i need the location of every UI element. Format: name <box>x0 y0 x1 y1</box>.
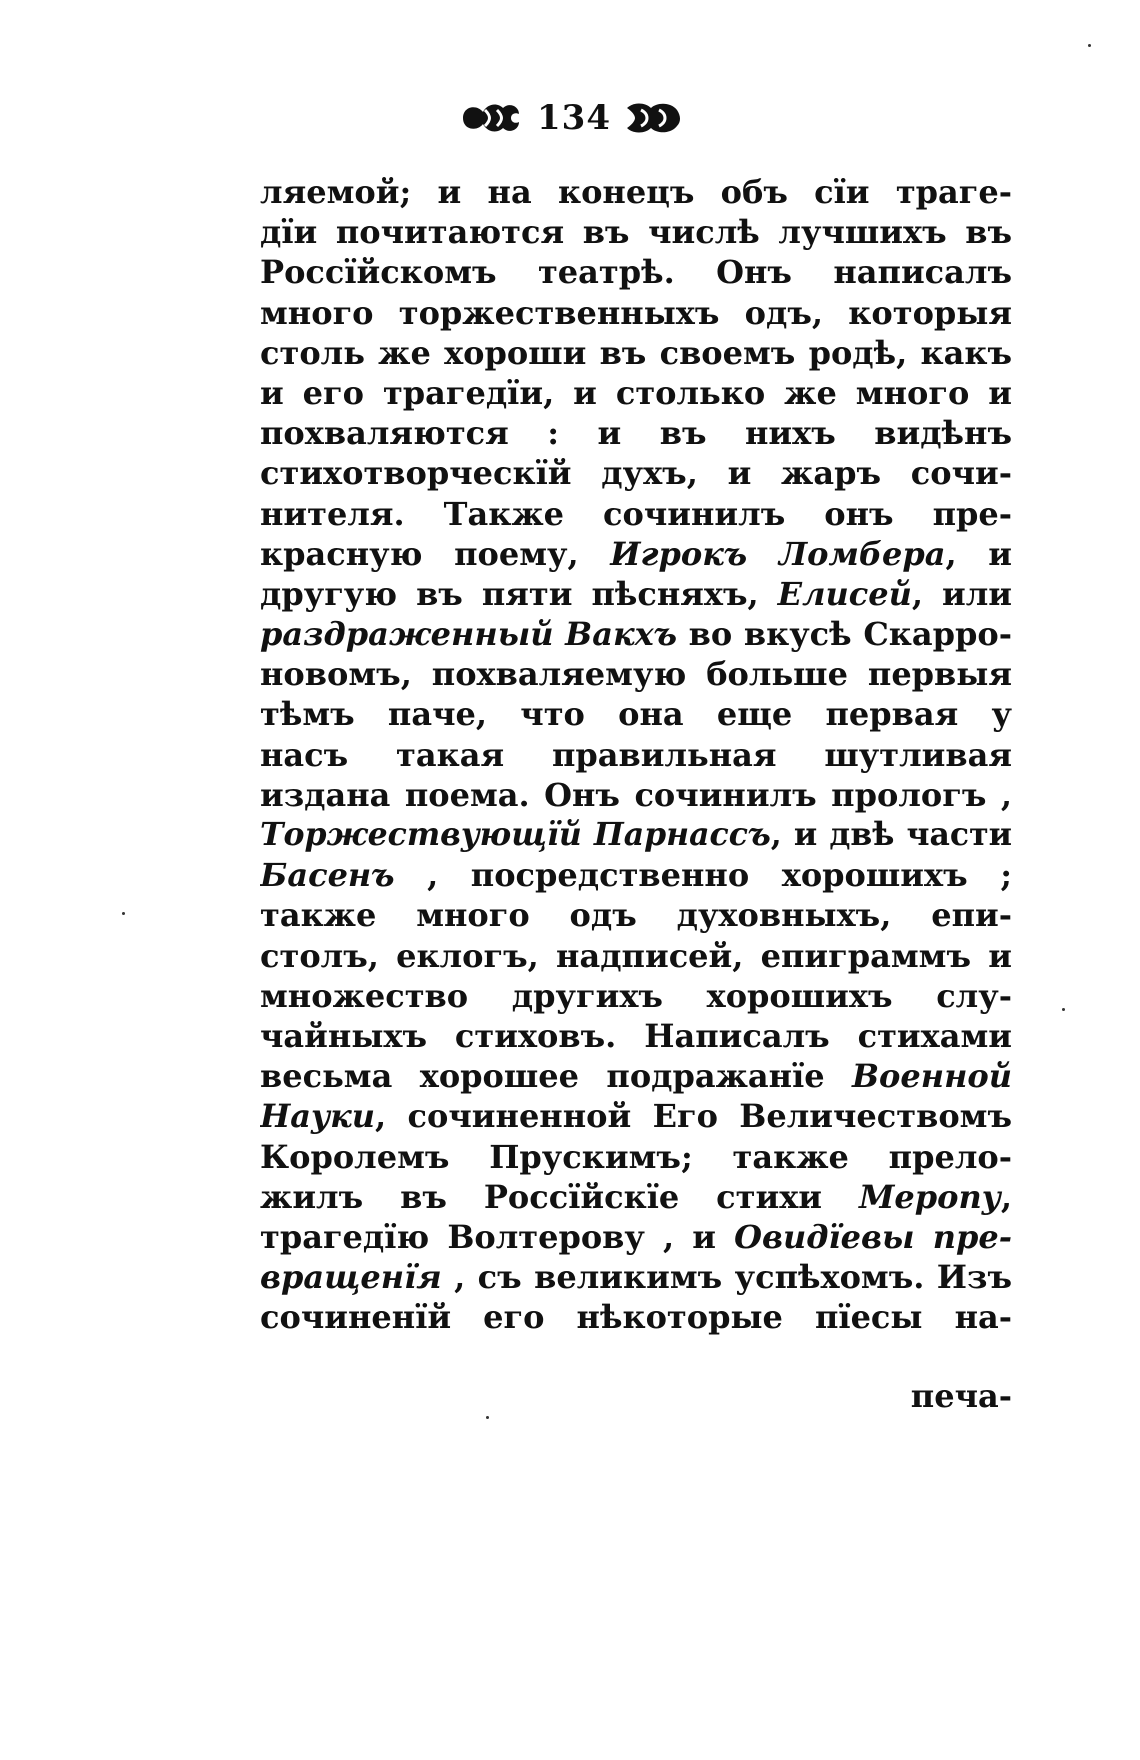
text-segment: также много одъ духовныхъ, епи- <box>260 896 1012 935</box>
text-line <box>260 1096 1012 1136</box>
italic-title-text: Овидїевы пре- <box>734 1217 1012 1256</box>
text-segment: Россїйскомъ театрѣ. Онъ написалъ <box>260 253 1012 292</box>
right-ornament-icon <box>623 98 683 138</box>
text-segment: ляемой; и на конецъ объ сїи траге- <box>260 173 1012 211</box>
text-segment: , посредственно хорошихъ ; <box>394 856 1012 895</box>
text-segment: множество другихъ хорошихъ слу- <box>260 976 1012 1015</box>
text-line <box>260 1137 1012 1177</box>
text-line <box>260 815 1012 855</box>
body-text <box>260 172 1012 1337</box>
text-line <box>260 614 1012 654</box>
text-line <box>260 252 1012 292</box>
text-line <box>260 413 1012 453</box>
text-line <box>260 212 1012 252</box>
text-segment: новомъ, похваляемую больше первыя <box>260 655 1012 694</box>
text-segment: другую въ пяти пѣсняхъ, <box>260 574 778 613</box>
text-line <box>260 293 1012 333</box>
italic-title-text: Меропу <box>858 1177 1001 1216</box>
text-segment: Королемъ Прускимъ; также прело- <box>260 1137 1012 1176</box>
text-segment: , сочиненной Его Величествомъ <box>375 1097 1012 1136</box>
left-ornament-icon <box>457 98 525 138</box>
text-segment: много торжественныхъ одъ, которыя <box>260 293 1012 332</box>
italic-title-text: Военной <box>851 1057 1012 1096</box>
paper-speck <box>122 912 125 915</box>
text-segment: , и двѣ части <box>770 816 1012 853</box>
text-line <box>260 333 1012 373</box>
text-line <box>260 976 1012 1016</box>
text-line <box>260 453 1012 493</box>
paper-speck <box>1088 44 1091 47</box>
page-header <box>0 88 1140 148</box>
text-segment: насъ такая правильная шутливая <box>260 735 1012 774</box>
text-line <box>260 936 1012 976</box>
catchword-block <box>260 1376 1012 1416</box>
text-segment: , и <box>945 534 1012 573</box>
italic-title-text: Торжествующїй Парнассъ <box>260 816 771 853</box>
text-segment: жилъ въ Россїйскїе стихи <box>260 1177 859 1216</box>
text-line <box>260 1056 1012 1096</box>
text-line <box>260 574 1012 614</box>
italic-title-text: вращенїя <box>260 1258 442 1297</box>
catchword: печа- <box>910 1377 1012 1415</box>
text-segment: сочиненїй его нѣкоторые пїесы на- <box>260 1298 1012 1337</box>
text-line <box>260 735 1012 775</box>
text-segment: , или <box>911 574 1012 613</box>
text-segment: тѣмъ паче, что она еще первая у <box>260 695 1012 734</box>
text-segment: во вкусѣ Скарро- <box>676 615 1012 654</box>
text-line <box>260 1217 1012 1257</box>
text-line <box>260 1016 1012 1056</box>
text-segment: столъ, еклогъ, надписей, епиграммъ и <box>260 936 1012 975</box>
text-line <box>260 1257 1012 1297</box>
text-segment: чайныхъ стиховъ. Написалъ стихами <box>260 1016 1012 1055</box>
italic-title-text: Науки <box>260 1097 376 1136</box>
paper-speck <box>486 1416 489 1419</box>
text-segment: весьма хорошее подражанїе <box>260 1057 852 1096</box>
italic-title-text: Елисей <box>777 574 912 613</box>
text-line <box>260 373 1012 413</box>
text-line <box>260 494 1012 534</box>
italic-title-text: Басенъ <box>260 856 395 895</box>
text-segment: издана поема. Онъ сочинилъ прологъ , <box>260 775 1012 814</box>
text-segment: , съ великимъ успѣхомъ. Изъ <box>441 1258 1012 1297</box>
text-line <box>260 895 1012 935</box>
text-segment: столь же хороши въ своемъ родѣ, какъ <box>260 333 1012 372</box>
text-segment: нителя. Также сочинилъ онъ пре- <box>260 494 1012 533</box>
text-line <box>260 775 1012 815</box>
italic-title-text: Игрокъ Ломбера <box>610 534 946 573</box>
text-line <box>260 654 1012 694</box>
text-line <box>260 1297 1012 1337</box>
text-segment: похваляются : и въ нихъ видѣнъ <box>260 414 1012 453</box>
text-line <box>260 855 1012 895</box>
text-line <box>260 1177 1012 1217</box>
page-number: 134 <box>537 98 611 138</box>
text-segment: трагедїю Волтерову , и <box>260 1217 735 1256</box>
text-segment: , <box>1000 1177 1012 1216</box>
text-segment: красную поему, <box>260 534 611 573</box>
text-segment: и его трагедїи, и столько же много и <box>260 373 1012 412</box>
italic-title-text: раздраженный Вакхъ <box>260 615 677 654</box>
text-line <box>260 534 1012 574</box>
text-segment: стихотворческїй духъ, и жаръ сочи- <box>260 454 1012 493</box>
text-segment: дїи почитаются въ числѣ лучшихъ въ <box>260 213 1012 252</box>
text-line <box>260 694 1012 734</box>
paper-speck <box>1062 1008 1065 1011</box>
text-line <box>260 172 1012 212</box>
